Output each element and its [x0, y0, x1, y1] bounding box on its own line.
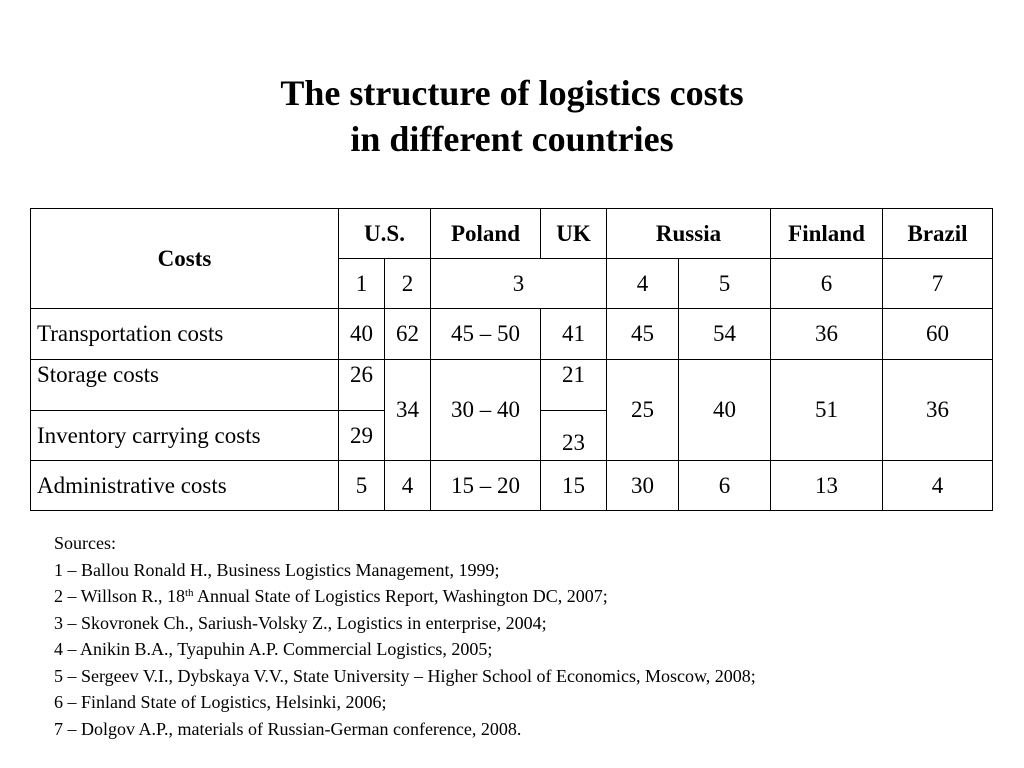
- cell-brazil: 4: [883, 461, 993, 511]
- source-ref-2: 2: [385, 259, 431, 309]
- cell-russia-4-merged: 25: [607, 360, 679, 461]
- cell-poland-merged: 30 – 40: [431, 360, 541, 461]
- cell-uk: 21: [541, 360, 607, 411]
- cell-poland: 15 – 20: [431, 461, 541, 511]
- title-line-2: in different countries: [350, 119, 674, 159]
- source-item-3: 3 – Skovronek Ch., Sariush-Volsky Z., Logistics in enterprise, 2004;: [54, 612, 547, 633]
- header-country-poland: Poland: [431, 209, 541, 259]
- source-ref-6: 6: [771, 259, 883, 309]
- cell-finland: 36: [771, 309, 883, 360]
- source-item-2-rest: Annual State of Logistics Report, Washington DC, 2007;: [193, 586, 608, 606]
- table-row-administrative: [31, 461, 993, 511]
- header-country-brazil: Brazil: [883, 209, 993, 259]
- row-label: Storage costs: [31, 360, 339, 411]
- cell-poland: 45 – 50: [431, 309, 541, 360]
- cell-russia-5: 54: [679, 309, 771, 360]
- cell-finland-merged: 51: [771, 360, 883, 461]
- source-ref-5: 5: [679, 259, 771, 309]
- source-item-1: 1 – Ballou Ronald H., Business Logistics Management, 1999;: [54, 559, 500, 580]
- cell-finland: 13: [771, 461, 883, 511]
- cell-us-1: 26: [339, 360, 385, 411]
- cell-russia-5: 6: [679, 461, 771, 511]
- source-item-5: 5 – Sergeev V.I., Dybskaya V.V., State University – Higher School of Economics, Moscow, 2008;: [54, 665, 756, 686]
- sources-list: [54, 530, 756, 742]
- cell-brazil: 60: [883, 309, 993, 360]
- source-item-7: 7 – Dolgov A.P., materials of Russian-German conference, 2008.: [54, 718, 522, 739]
- cell-us-2: 62: [385, 309, 431, 360]
- header-country-finland: Finland: [771, 209, 883, 259]
- table-row-transportation: [31, 309, 993, 360]
- header-costs: Costs: [31, 209, 339, 309]
- sources-heading: Sources:: [54, 533, 116, 553]
- cell-russia-4: 30: [607, 461, 679, 511]
- row-label: Inventory carrying costs: [31, 411, 339, 461]
- cell-us-1: 40: [339, 309, 385, 360]
- header-country-uk: UK: [541, 209, 607, 259]
- source-ref-1: 1: [339, 259, 385, 309]
- header-country-us: U.S.: [339, 209, 431, 259]
- table-row-storage: [31, 360, 993, 411]
- source-item-4: 4 – Anikin B.A., Tyapuhin A.P. Commercial Logistics, 2005;: [54, 639, 493, 659]
- source-ref-7: 7: [883, 259, 993, 309]
- row-label: Administrative costs: [31, 461, 339, 511]
- cell-uk: 15: [541, 461, 607, 511]
- row-label: Transportation costs: [31, 309, 339, 360]
- page-title: [0, 70, 1024, 162]
- cell-brazil-merged: 36: [883, 360, 993, 461]
- source-ref-3: 3: [431, 259, 607, 309]
- cell-us-1: 29: [339, 411, 385, 461]
- source-item-2-text: 2 – Willson R., 18: [54, 586, 185, 606]
- source-ref-4: 4: [607, 259, 679, 309]
- cell-russia-5-merged: 40: [679, 360, 771, 461]
- title-line-1: The structure of logistics costs: [280, 73, 744, 113]
- header-country-russia: Russia: [607, 209, 771, 259]
- cell-us-2: 4: [385, 461, 431, 511]
- cell-uk: 23: [541, 411, 607, 461]
- cell-russia-4: 45: [607, 309, 679, 360]
- cell-us-2-merged: 34: [385, 360, 431, 461]
- cell-us-1: 5: [339, 461, 385, 511]
- source-item-2-superscript: th: [184, 587, 194, 599]
- source-item-2: [54, 583, 756, 610]
- cell-uk: 41: [541, 309, 607, 360]
- logistics-costs-table: [30, 208, 993, 511]
- source-item-6: 6 – Finland State of Logistics, Helsinki, 2006;: [54, 692, 387, 712]
